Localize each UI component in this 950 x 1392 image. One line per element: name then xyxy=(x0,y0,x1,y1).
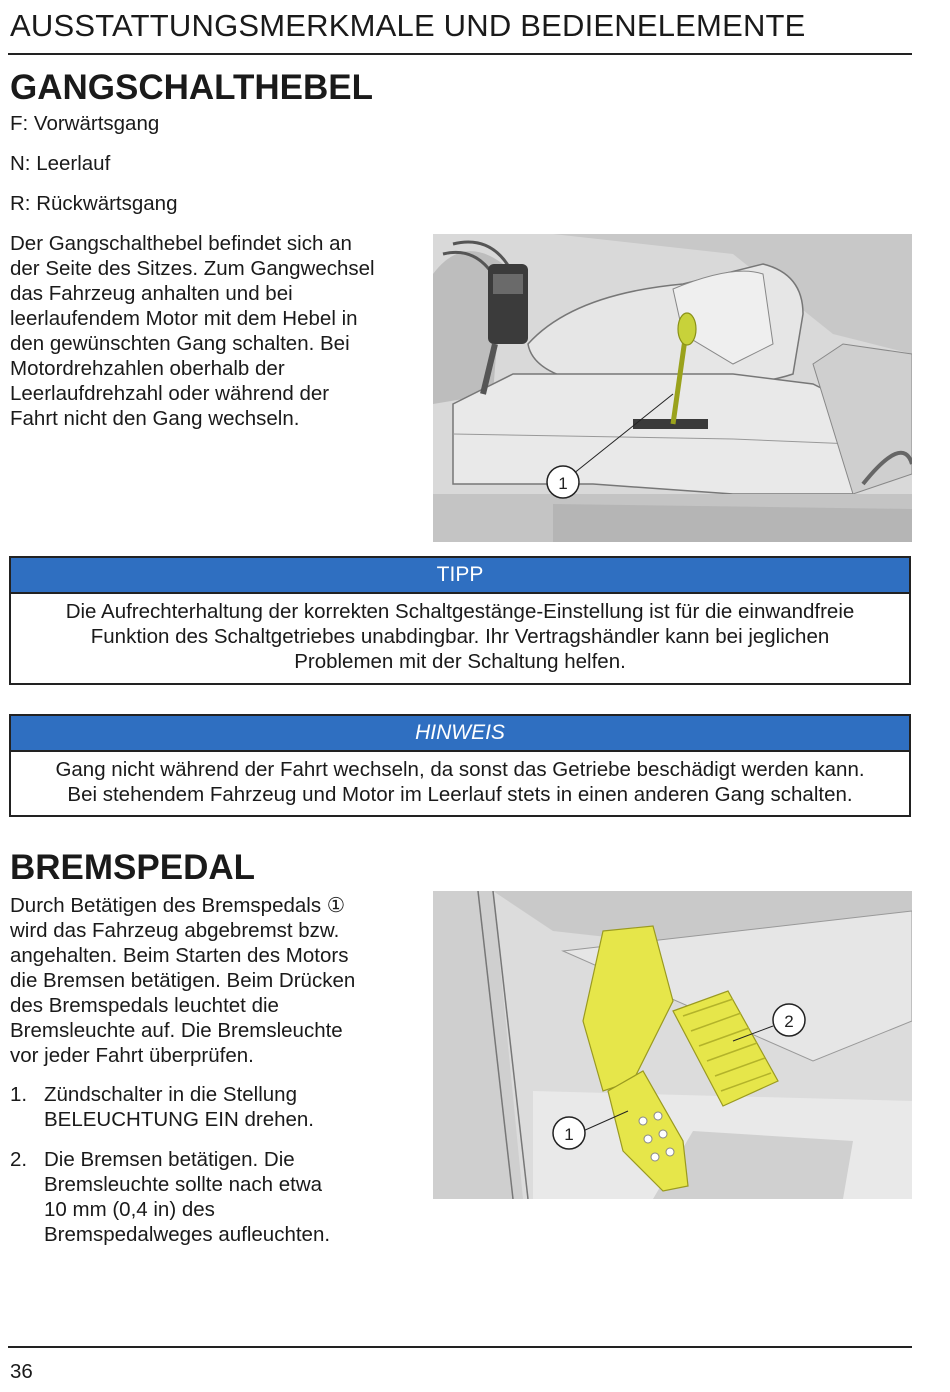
brake-callout-2: 2 xyxy=(784,1012,794,1031)
brake-steps xyxy=(10,1082,420,1262)
step-number: 1. xyxy=(10,1083,28,1106)
gear-para-line: Motordrehzahlen oberhalb der xyxy=(10,357,285,380)
gear-reverse-line: R: Rückwärtsgang xyxy=(10,192,178,215)
brake-para-line: vor jeder Fahrt überprüfen. xyxy=(10,1044,254,1067)
gear-neutral-line: N: Leerlauf xyxy=(10,152,111,175)
step-line: 10 mm (0,4 in) des xyxy=(44,1198,215,1221)
tipp-line: Die Aufrechterhaltung der korrekten Schaltgestänge-Einstellung ist für die einwandfreie xyxy=(65,600,855,623)
step-line: Bremspedalweges aufleuchten. xyxy=(44,1223,331,1246)
brake-para-line: wird das Fahrzeug abgebremst bzw. xyxy=(10,919,340,942)
gear-para-line: Fahrt nicht den Gang wechseln. xyxy=(10,407,300,430)
header-rule xyxy=(8,53,912,55)
brake-heading: BREMSPEDAL xyxy=(10,848,256,887)
brake-callout-1: 1 xyxy=(564,1125,574,1144)
gear-para-line: Der Gangschalthebel befindet sich an xyxy=(10,232,352,255)
running-header: AUSSTATTUNGSMERKMALE UND BEDIENELEMENTE xyxy=(10,8,806,43)
brake-para-line: die Bremsen betätigen. Beim Drücken xyxy=(10,969,356,992)
step-line: Bremsleuchte sollte nach etwa xyxy=(44,1173,323,1196)
page-number: 36 xyxy=(10,1360,33,1383)
step-line: Die Bremsen betätigen. Die xyxy=(44,1148,295,1171)
gear-para-line: der Seite des Sitzes. Zum Gangwechsel xyxy=(10,257,375,280)
hinweis-box xyxy=(9,714,911,817)
hinweis-line: Gang nicht während der Fahrt wechseln, da sonst das Getriebe beschädigt werden kann. xyxy=(55,758,865,781)
tipp-box xyxy=(9,556,911,685)
step-line: Zündschalter in die Stellung xyxy=(44,1083,297,1106)
tipp-body xyxy=(11,594,909,682)
brake-para-line: angehalten. Beim Starten des Motors xyxy=(10,944,349,967)
step-item xyxy=(10,1082,420,1132)
gear-para-line: das Fahrzeug anhalten und bei xyxy=(10,282,293,305)
gear-callout-1: 1 xyxy=(558,474,568,493)
hinweis-body xyxy=(11,752,909,815)
step-item xyxy=(10,1147,420,1247)
tipp-line: Problemen mit der Schaltung helfen. xyxy=(294,650,626,673)
brake-pedal-illustration xyxy=(433,891,912,1199)
brake-para-line: Bremsleuchte auf. Die Bremsleuchte xyxy=(10,1019,343,1042)
tipp-title: TIPP xyxy=(11,558,909,594)
brake-para-line: Durch Betätigen des Bremspedals ① xyxy=(10,894,346,917)
hinweis-line: Bei stehendem Fahrzeug und Motor im Leerlauf stets in einen anderen Gang schalten. xyxy=(67,783,853,806)
gear-paragraph xyxy=(10,231,420,431)
step-number: 2. xyxy=(10,1148,28,1171)
hinweis-title: HINWEIS xyxy=(11,716,909,752)
step-line: BELEUCHTUNG EIN drehen. xyxy=(44,1108,315,1131)
gear-para-line: leerlaufendem Motor mit dem Hebel in xyxy=(10,307,358,330)
footer-rule xyxy=(8,1346,912,1348)
gear-heading: GANGSCHALTHEBEL xyxy=(10,68,373,107)
brake-paragraph xyxy=(10,893,420,1068)
gear-forward-line: F: Vorwärtsgang xyxy=(10,112,160,135)
brake-para-line: des Bremspedals leuchtet die xyxy=(10,994,279,1017)
gear-para-line: den gewünschten Gang schalten. Bei xyxy=(10,332,350,355)
gear-para-line: Leerlaufdrehzahl oder während der xyxy=(10,382,330,405)
tipp-line: Funktion des Schaltgetriebes unabdingbar. Ihr Vertragshändler kann bei jeglichen xyxy=(90,625,830,648)
gear-lever-illustration xyxy=(433,234,912,542)
